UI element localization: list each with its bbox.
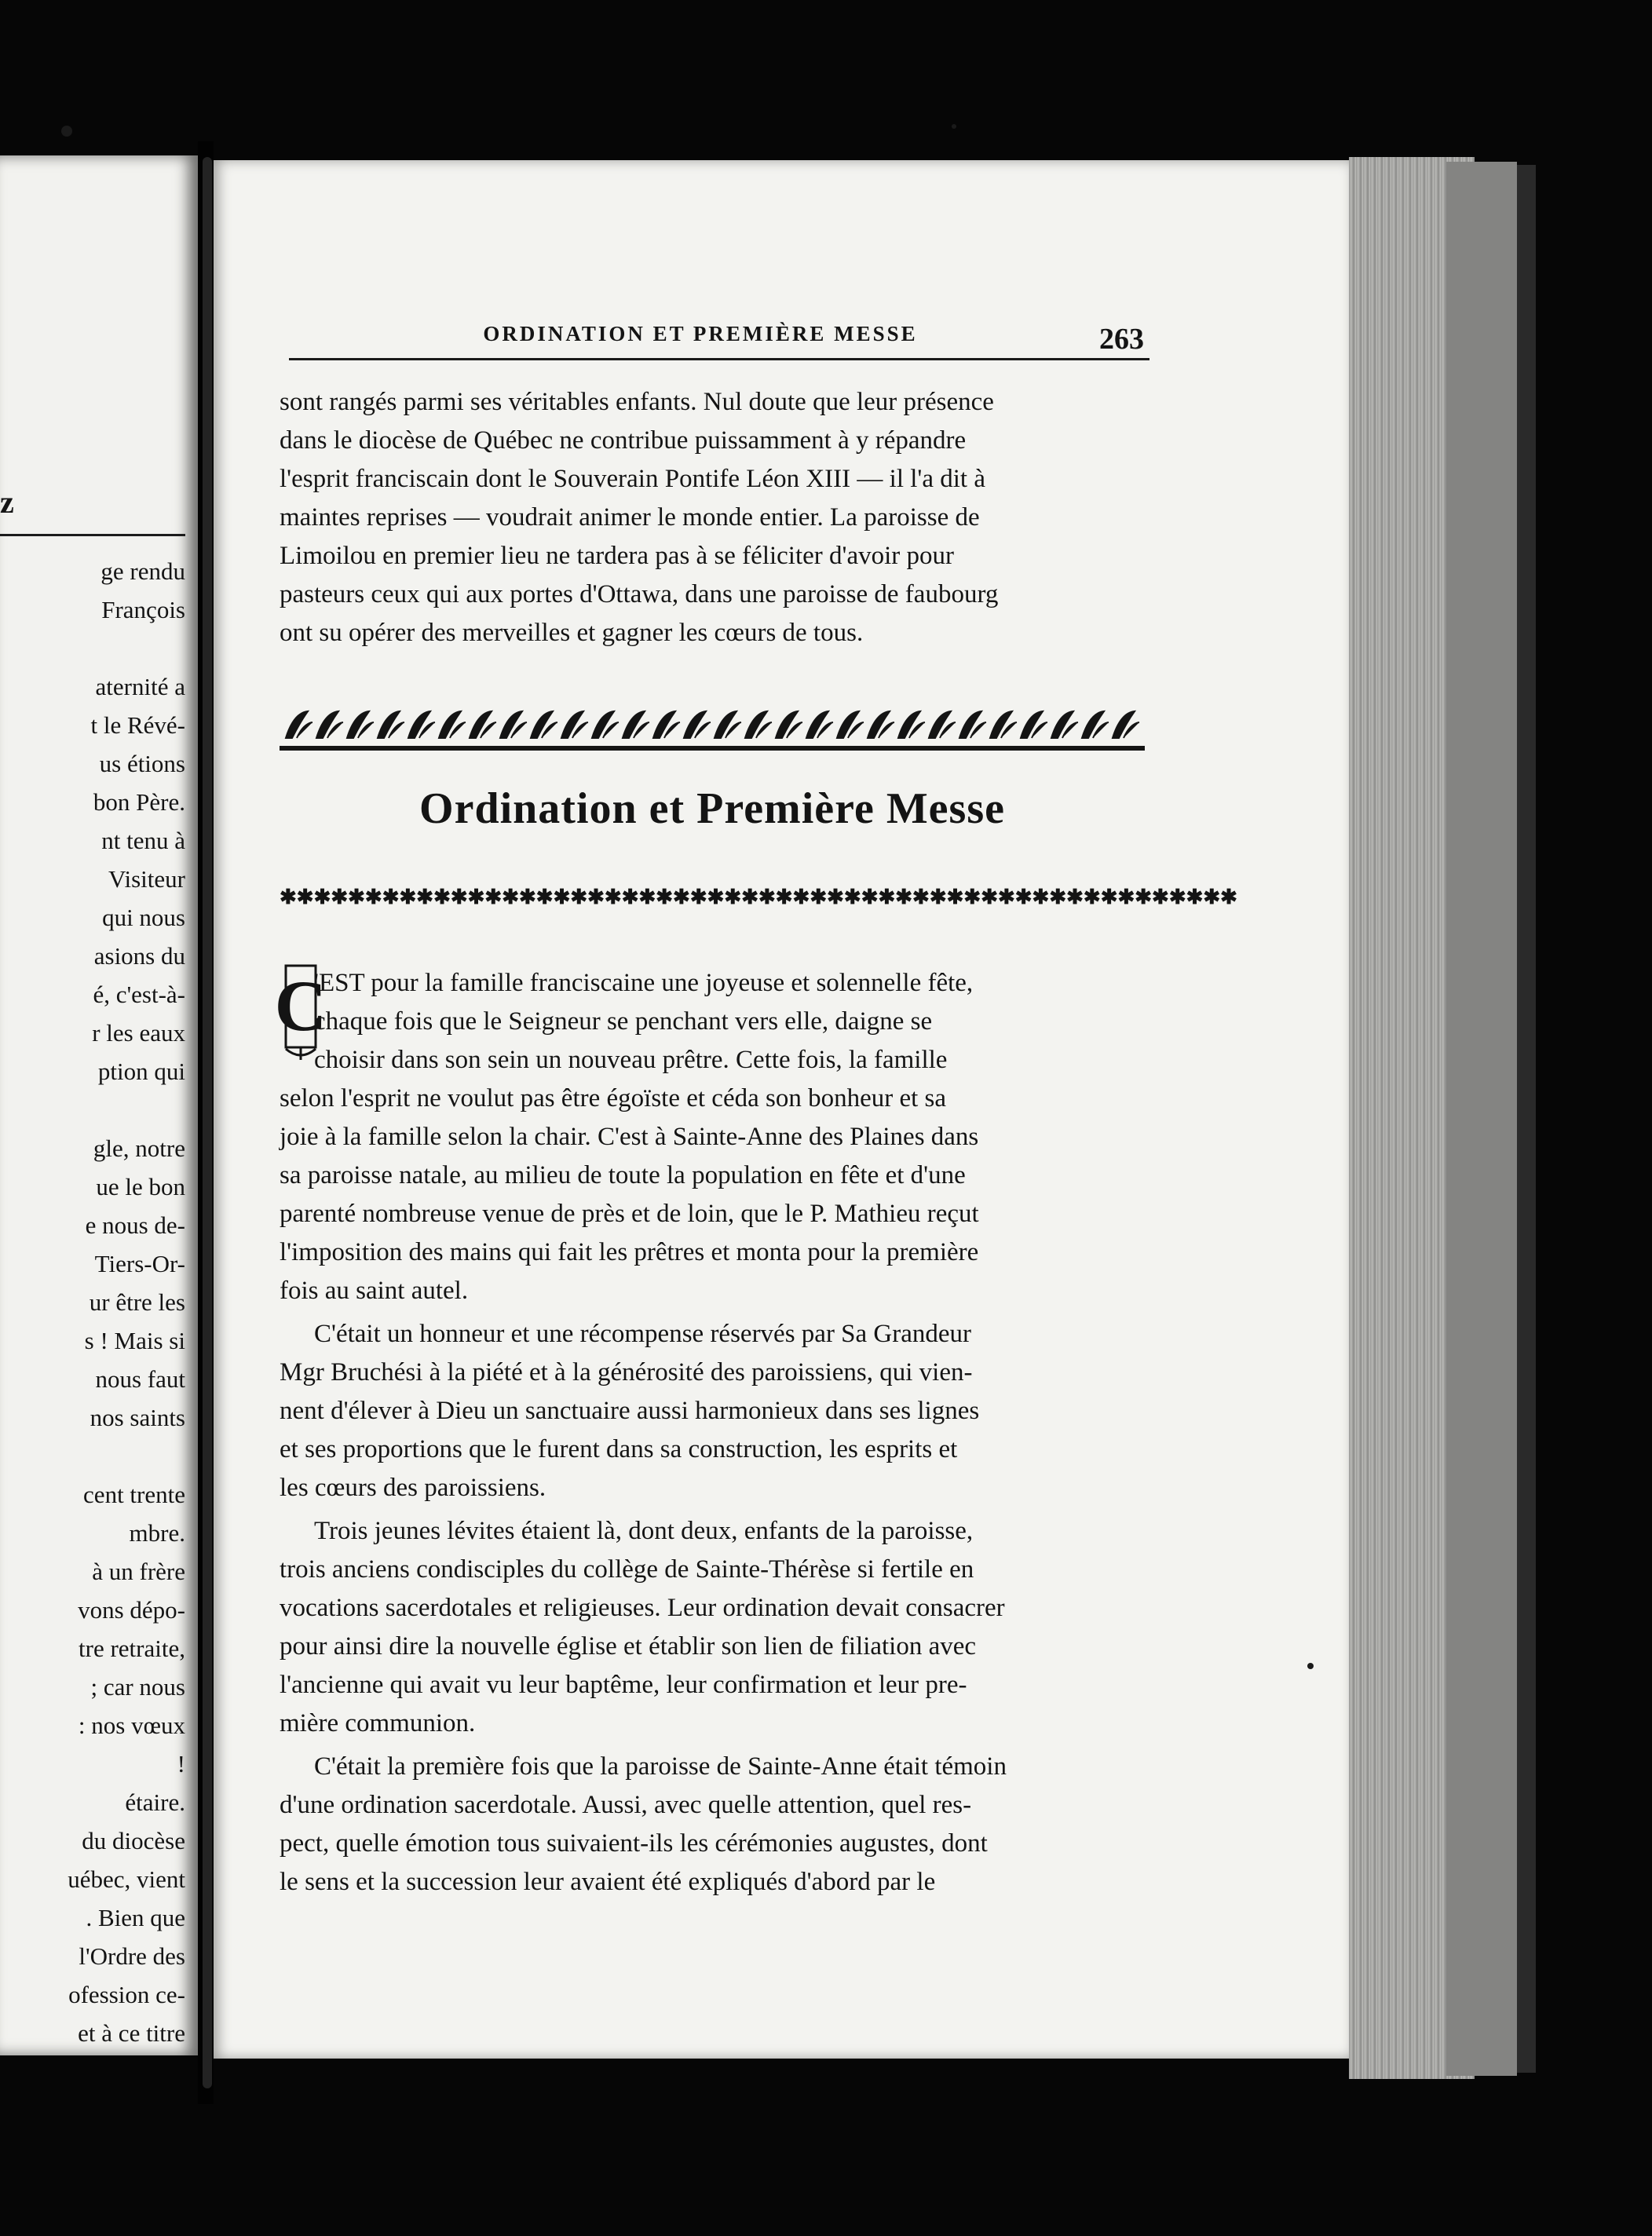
left-page-line: vons dépo- (78, 1596, 185, 1624)
body-text (280, 964, 1145, 1902)
leaf-motif (316, 711, 343, 738)
left-page-line: et à ce titre (78, 2019, 185, 2047)
left-page-line: du diocèse (82, 1827, 185, 1854)
left-page-line: étaire. (125, 1788, 185, 1816)
text-line: fois au saint autel. (280, 1277, 469, 1305)
text-line: Mgr Bruchési à la piété et à la générosité des paroissiens, qui vien- (280, 1358, 973, 1387)
leaf-motif (776, 711, 802, 738)
leaf-motif (837, 711, 864, 738)
leaf-motif (1113, 711, 1139, 738)
text-line: pasteurs ceux qui aux portes d'Ottawa, dans une paroisse de faubourg (280, 580, 999, 608)
film-speck (61, 126, 72, 137)
dropcap-letter: C (274, 966, 327, 1046)
left-page-line: ofession ce- (68, 1981, 185, 2008)
ornamental-leaf-border (280, 707, 1145, 743)
leaf-motif (898, 711, 925, 738)
left-page-line (0, 629, 185, 667)
leaf-motif (959, 711, 986, 738)
left-page-line: Visiteur (108, 865, 185, 893)
leaf-motif (408, 711, 435, 738)
left-page-marker: z (0, 484, 14, 520)
left-page-line: ue le bon (96, 1173, 185, 1200)
left-page-line: l'Ordre des (79, 1942, 185, 1970)
left-page-line: s ! Mais si (84, 1327, 185, 1354)
leaf-motif (653, 711, 680, 738)
leaf-motif (347, 711, 374, 738)
left-page-line: tre retraite, (79, 1635, 185, 1662)
left-page-line: aternité a (95, 673, 185, 700)
text-line: parenté nombreuse venue de près et de loin, que le P. Mathieu reçut (280, 1200, 979, 1228)
left-page-line: r les eaux (92, 1019, 185, 1047)
leaf-motif (715, 711, 741, 738)
left-page-line: ption qui (97, 1058, 185, 1085)
leaf-motif (990, 711, 1017, 738)
text-line: 'EST pour la famille franciscaine une joyeuse et solennelle fête, (314, 969, 974, 997)
text-line: ont su opérer des merveilles et gagner les cœurs de tous. (280, 619, 864, 647)
ornament-rule (280, 746, 1145, 751)
text-line: Trois jeunes lévites étaient là, dont deux, enfants de la paroisse, (314, 1517, 974, 1545)
leaf-motif (1082, 711, 1109, 738)
left-page-line: nos saints (90, 1404, 185, 1431)
left-page-line: François (101, 596, 185, 623)
left-page-line: qui nous (102, 904, 185, 931)
leaf-motif (745, 711, 772, 738)
text-line: selon l'esprit ne voulut pas être égoïste et céda son bonheur et sa (280, 1084, 947, 1113)
left-page-line: e nous de- (85, 1211, 185, 1239)
left-page-line (0, 1437, 185, 1475)
text-line: l'esprit franciscain dont le Souverain Pontife Léon XIII — il l'a dit à (280, 465, 985, 493)
left-page-line: Tiers-Or- (94, 1250, 185, 1277)
left-page-line (0, 1091, 185, 1129)
left-page-line: nous faut (95, 1365, 185, 1393)
leaf-motif (684, 711, 711, 738)
text-line: choisir dans son sein un nouveau prêtre. Cette fois, la famille (314, 1046, 948, 1074)
star-divider: ✱✱✱✱✱✱✱✱✱✱✱✱✱✱✱✱✱✱✱✱✱✱✱✱✱✱✱✱✱✱✱✱✱✱✱✱✱✱✱✱✱✱✱✱✱✱✱✱✱✱✱✱✱✱✱✱ (280, 886, 1237, 908)
text-line: l'imposition des mains qui fait les prêtres et monta pour la première (280, 1238, 979, 1266)
left-page-line: ; car nous (90, 1673, 185, 1701)
text-line: maintes reprises — voudrait animer le monde entier. La paroisse de (280, 503, 980, 532)
leaf-motif (531, 711, 557, 738)
film-speck (1307, 1663, 1314, 1669)
text-line: l'ancienne qui avait vu leur baptême, leur confirmation et leur pre- (280, 1671, 967, 1699)
text-line: C'était la première fois que la paroisse de Sainte-Anne était témoin (314, 1752, 1007, 1781)
leaf-motif (1021, 711, 1047, 738)
leaf-motif (623, 711, 649, 738)
text-line: pect, quelle émotion tous suivaient-ils les cérémonies augustes, dont (280, 1829, 988, 1858)
text-line: le sens et la succession leur avaient été expliqués d'abord par le (280, 1868, 936, 1896)
text-line: sa paroisse natale, au milieu de toute la population en fête et d'une (280, 1161, 966, 1189)
leaf-motif (868, 711, 894, 738)
page-block-edges-dark (1446, 162, 1517, 2076)
left-page-line: asions du (93, 942, 185, 970)
text-line: les cœurs des paroissiens. (280, 1474, 546, 1502)
text-line: nent d'élever à Dieu un sanctuaire aussi harmonieux dans ses lignes (280, 1397, 980, 1425)
left-page-text (0, 552, 185, 2052)
text-line: joie à la famille selon la chair. C'est à Sainte-Anne des Plaines dans (280, 1123, 979, 1151)
running-head: ORDINATION ET PREMIÈRE MESSE (483, 322, 918, 345)
left-page-line: : nos vœux (78, 1712, 185, 1739)
leaf-motif (286, 711, 312, 738)
leaf-motif (439, 711, 466, 738)
left-page-line: cent trente (83, 1481, 185, 1508)
text-line: pour ainsi dire la nouvelle église et établir son lien de filiation avec (280, 1632, 977, 1661)
leaf-motif (1051, 711, 1078, 738)
leaf-motif (592, 711, 619, 738)
left-page-line: t le Révé- (90, 711, 185, 739)
left-page-line: é, c'est-à- (93, 981, 185, 1008)
left-page-line: ge rendu (101, 557, 185, 585)
left-page-line: . Bien que (86, 1904, 185, 1931)
text-line: vocations sacerdotales et religieuses. Leur ordination devait consacrer (280, 1594, 1005, 1622)
leaf-motif (561, 711, 588, 738)
text-line: mière communion. (280, 1709, 476, 1737)
text-line: dans le diocèse de Québec ne contribue puissamment à y répandre (280, 426, 967, 455)
section-title: Ordination et Première Messe (419, 784, 1005, 833)
text-line: et ses proportions que le furent dans sa construction, les esprits et (280, 1435, 958, 1463)
cover-edge-shadow (1517, 165, 1536, 2073)
leaf-motif (929, 711, 956, 738)
page-number: 263 (1099, 323, 1144, 356)
gutter-edge (203, 157, 212, 2088)
leaf-motif (470, 711, 496, 738)
text-line: sont rangés parmi ses véritables enfants. Nul doute que leur présence (280, 388, 994, 416)
left-page-line: ur être les (89, 1288, 185, 1316)
text-line: chaque fois que le Seigneur se penchant vers elle, daigne se (314, 1007, 933, 1036)
header-rule (289, 358, 1149, 360)
text-line: Limoilou en premier lieu ne tardera pas à se féliciter d'avoir pour (280, 542, 955, 570)
leaf-motif (806, 711, 833, 738)
left-page-line: à un frère (92, 1558, 185, 1585)
left-page-line: bon Père. (93, 788, 185, 816)
left-page-header-rule (0, 534, 185, 536)
left-page-line: mbre. (129, 1519, 185, 1547)
left-page-line: gle, notre (93, 1134, 185, 1162)
opening-paragraph (280, 383, 1145, 652)
text-line: C'était un honneur et une récompense réservés par Sa Grandeur (314, 1320, 972, 1348)
text-line: d'une ordination sacerdotale. Aussi, avec quelle attention, quel res- (280, 1791, 972, 1819)
left-page-line: uébec, vient (68, 1865, 185, 1893)
leaf-motif (500, 711, 527, 738)
leaf-motif (378, 711, 404, 738)
left-page-line: ! (177, 1750, 185, 1777)
film-speck (952, 124, 956, 129)
text-line: trois anciens condisciples du collège de Sainte-Thérèse si fertile en (280, 1555, 974, 1584)
left-page-line: us étions (99, 750, 185, 777)
left-facing-page (0, 155, 198, 2055)
left-page-line: nt tenu à (101, 827, 185, 854)
